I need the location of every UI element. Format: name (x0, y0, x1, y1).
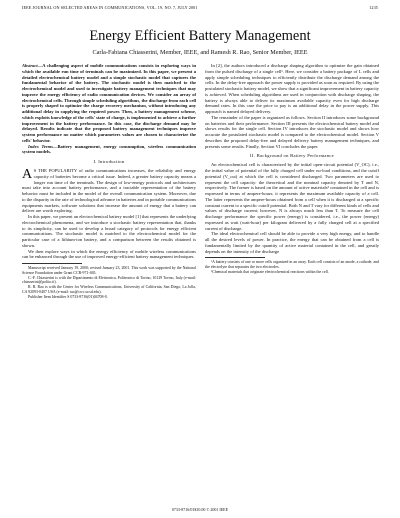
abstract-label: Abstract— (22, 63, 43, 68)
intro-p1-text: S THE POPULARITY of radio communications increases, the reliability and energy capacity of batteries become a critical issue. Indeed, a greater battery capacity means a longer run time of the terminals. The design of low-energy protocols and architectures must take into account battery performance, and a tractable representation of the battery behavior must be included in the model of the overall communication system. Moreover, due to the disparity in the rate of technological advance in batteries and in portable communications equipments markets, software solutions that increase the amount of energy that a battery can deliver are worth exploring. (22, 168, 196, 214)
running-header (22, 5, 378, 10)
abstract-text: A challenging aspect of mobile communications consists in exploring ways in which the available run time of terminals can be maximized. In this paper, we present a detailed electrochemical battery model and a simple stochastic model that captures the fundamental behavior of the battery. The stochastic model is then matched to the electrochemical model and used to investigate battery management techniques that may improve the energy efficiency of radio communication devices. We consider an array of electrochemical cells. Through simple scheduling algorithms, the discharge from each cell is properly shaped to optimize the charge recovery mechanism, without introducing any additional delay in supplying the required power. Then, a battery management scheme, which exploits knowledge of the cells' state of charge, is implemented to achieve a further improvement in the battery performance. In this case, the discharge demand may be delayed. Results indicate that the proposed battery management techniques improve system performance no matter which parameters values are chosen to characterize the cells' behavior. (22, 63, 196, 143)
paper-authors: Carla-Fabiana Chiasserini, Member, IEEE, and Ramesh R. Rao, Senior Member, IEEE (92, 49, 308, 56)
section-heading-background: II. Background on Battery Performance (250, 153, 334, 159)
intro-paragraph-2: In this paper, we present an electrochemical battery model [1] that represents the underlying electrochemical phenomena, and we introduce a stochastic battery representation that, thanks to its simplicity, can be used to develop a broad category of protocols for energy efficient communications. The stochastic model is matched to the electrochemical model for the particular case of a lithium-ion battery, and a comparison between the results obtained is shown. (22, 214, 196, 248)
footnote-publisher-id: Publisher Item Identifier S 0733-8716(01)04708-0. (28, 294, 108, 299)
footnote-divider (22, 263, 82, 264)
section-heading-introduction: I. Introduction (93, 159, 125, 164)
right-paragraph-1: In [2], the authors introduced a discharge shaping algorithm to optimize the gain obtained from the pulsed discharge of a single cell¹. Here, we consider a battery package of L cells and apply simple scheduling techniques to efficiently distribute the discharge demand among the cells. In the delay-free approach the power supply is provided as soon as required. By using the postulated stochastic battery model, we show that a significant improvement in battery capacity is achieved. When scheduling algorithms are used in conjunction with discharge shaping, the battery is always able to deliver its maximum available capacity even for high discharge demand rates. In this case the price to pay is an additional delay in the power supply. This approach is named delayed delivery. (205, 63, 379, 114)
dropcap-letter: A (22, 167, 33, 182)
right-column (205, 63, 379, 275)
intro-paragraph-3: We then explore ways in which the energy efficiency of mobile wireless communications can be enhanced through the use of improved energy-efficient battery management techniques. (22, 248, 196, 260)
left-column (22, 63, 196, 300)
footnote-active-materials: ²Chemical materials that originate electrochemical reactions within the cell. (211, 269, 329, 274)
copyright-footer: 0733-8716/01$10.00 © 2001 IEEE (171, 507, 229, 512)
footnote-author-1: C.-F. Chiasserini is with the Dipartimento di Elettronica, Politecnico di Torino, 10129 Torino, Italy (e-mail: chiasserini@polito.it). (22, 275, 196, 285)
index-terms-text: Battery management, energy consumption, wireless communication system models. (22, 143, 196, 155)
footnote-divider-right (205, 257, 265, 258)
paper-title: Energy Efficient Battery Management (89, 28, 311, 44)
journal-name: IEEE JOURNAL ON SELECTED AREAS IN COMMUNICATIONS, VOL. 19, NO. 7, JULY 2001 (22, 5, 198, 10)
right-paragraph-3: An electrochemical cell is characterized by the initial open-circuit potential (V_OC), i.e., the initial value of potential of the fully charged cell under no-load conditions, and the cutoff potential (V_cut) at which the cell is considered discharged. Two parameters are used to represent the cell capacity: the theoretical and the nominal capacity denoted by T and N, respectively. The former is based on the amount of active materials² contained in the cell and is expressed in terms of ampere-hours; it represents the maximum available capacity of a cell. The latter represents the ampere-hours obtained from a cell when it is discharged at a specific constant current to a specific cutoff potential. Both N and T vary for different kinds of cells and values of discharge current; however, N is always much less than T. To measure the cell discharge performance the specific power (energy) is considered, i.e., the power (energy) expressed as watt (watt-hour) per kilogram delivered by a fully charged cell at a specified current of discharge. (205, 162, 379, 231)
intro-paragraph-1 (22, 168, 196, 214)
footnote-author-2: R. R. Rao is with the Center for Wireless Communications, University of California, San Diego, La Jolla, CA 92093-0407 USA (e-mail: rao@cwc.ucsd.edu). (22, 285, 196, 294)
page-number: 1235 (369, 5, 378, 10)
right-paragraph-4: The ideal electrochemical cell should be able to provide a very high energy, and to handle all the desired levels of power. In practice, the energy that can be obtained from a cell is fundamentally limited by the quantity of active material contained in the cell, and greatly depends on the intensity of the discharge (205, 231, 379, 254)
footnote-battery-definition: ¹A battery consists of one or more cells organized in an array. Each cell consists of an anode, a cathode, and the electrolyte that separates the two electrodes. (205, 260, 379, 270)
index-terms-label: Index Terms— (28, 143, 58, 149)
right-paragraph-2: The remainder of the paper is organized as follows. Section II introduces some background on batteries and their performance. Section III presents the electrochemical battery model and shows results for the single cell. Section IV introduces the stochastic model and shows how accurate the postulated stochastic model is compared to the electrochemical model. Section V describes the proposed delay-free and delayed delivery battery management techniques, and presents some results. Finally, Section VI concludes the paper. (205, 114, 379, 149)
abstract (22, 63, 196, 144)
footnote-manuscript: Manuscript received January 19, 2000; revised January 23, 2001. This work was supported by the National Science Foundation under Grant CCR-971-465. (22, 266, 196, 275)
index-terms (22, 144, 196, 156)
